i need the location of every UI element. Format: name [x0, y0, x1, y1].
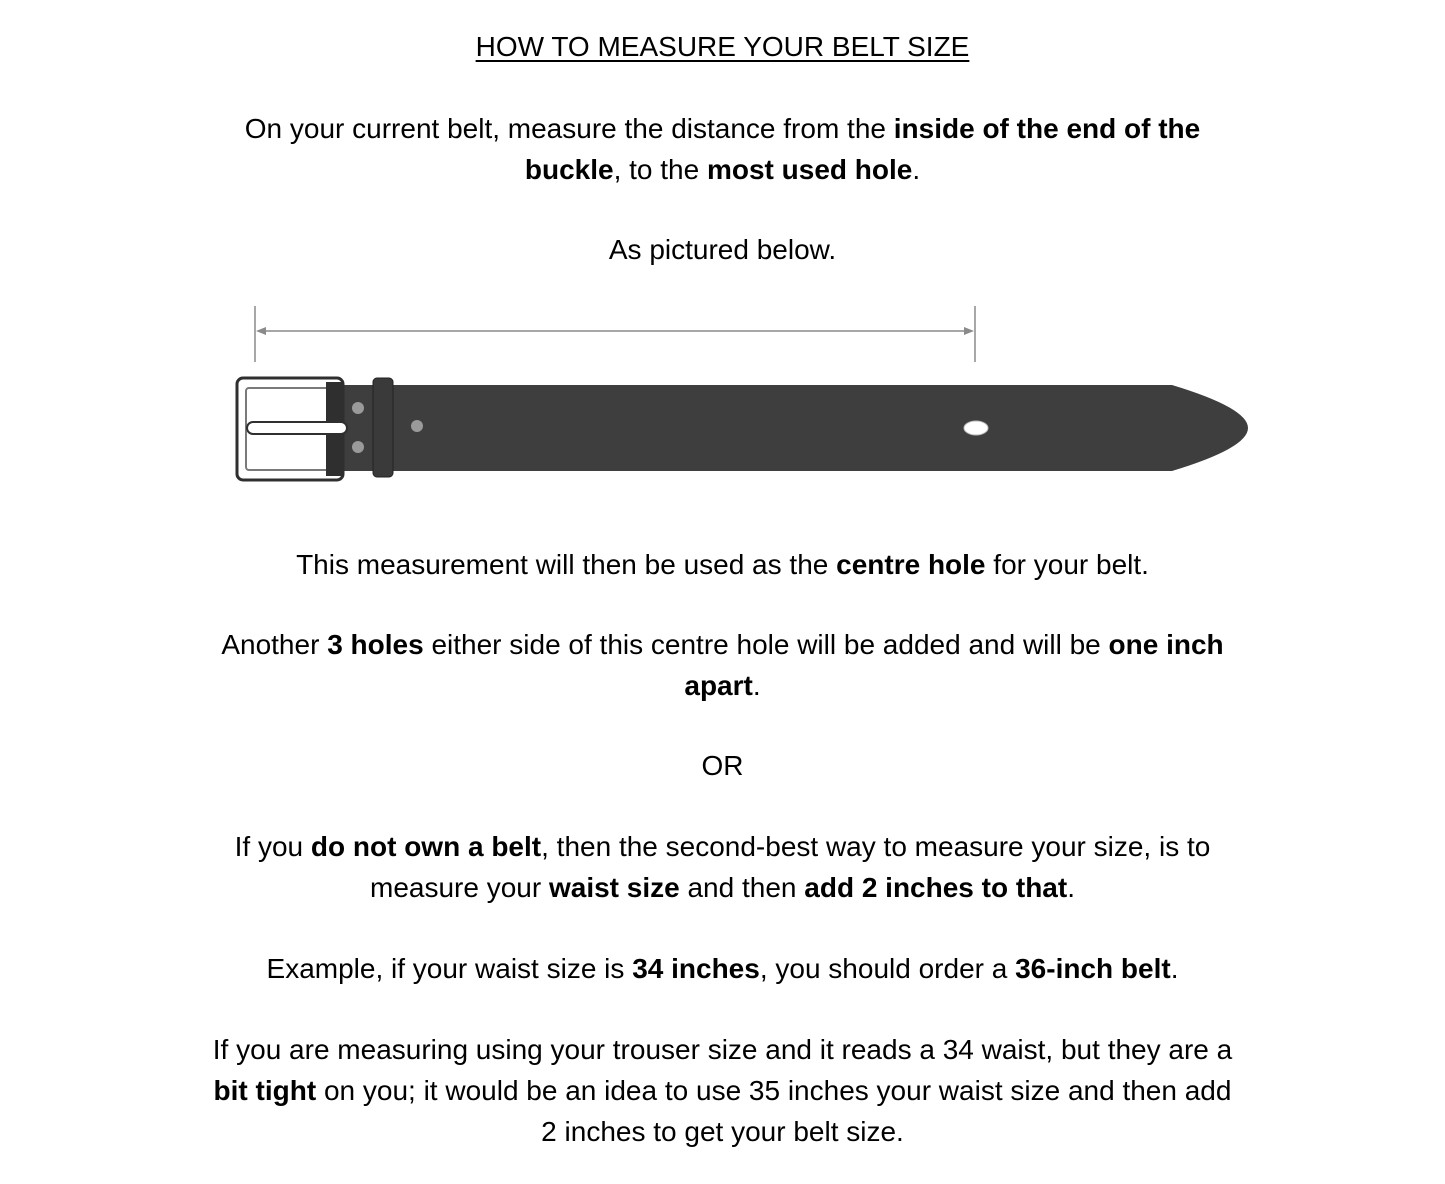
- text-line: If you are measuring using your trouser size and it reads a 34 waist, but they are a: [212, 1034, 1233, 1065]
- text-line: [0, 1070, 1445, 1111]
- text-run: .: [1170, 953, 1179, 984]
- text-run: measure your: [370, 872, 549, 903]
- belt-measurement-diagram: [0, 290, 1445, 500]
- page-title: [0, 28, 1445, 66]
- bold-text: one inch: [1108, 629, 1224, 660]
- text-line: [0, 149, 1445, 190]
- text-run: .: [912, 154, 921, 185]
- stitch-hole: [411, 420, 423, 432]
- buckle-icon: [237, 378, 347, 480]
- text-line: [0, 624, 1445, 665]
- text-line: [0, 826, 1445, 867]
- text-run: On your current belt, measure the distance from the: [244, 113, 894, 144]
- text-run: and then: [679, 872, 805, 903]
- belt-strap: [328, 385, 1248, 471]
- measurement-line: [255, 306, 975, 362]
- text-run: either side of this centre hole will be added and will be: [423, 629, 1109, 660]
- bold-text: 34 inches: [632, 953, 760, 984]
- text-run: As pictured below.: [608, 234, 837, 265]
- text-run: Another: [221, 629, 328, 660]
- bold-text: 3 holes: [327, 629, 424, 660]
- text-line: [0, 665, 1445, 706]
- text-run: , to the: [613, 154, 707, 185]
- text-run: .: [1067, 872, 1075, 903]
- text-line: 2 inches to get your belt size.: [541, 1116, 904, 1147]
- bold-text: bit tight: [213, 1075, 317, 1106]
- buckle-stitch-hole: [352, 441, 364, 453]
- paragraph-holes-info: [0, 624, 1445, 706]
- buckle-stitch-hole: [352, 402, 364, 414]
- text-run: on you; it would be an idea to use 35 inches your waist size and then add: [316, 1075, 1232, 1106]
- text-run: for your belt.: [985, 549, 1149, 580]
- bold-text: buckle: [524, 154, 614, 185]
- belt-keeper-loop: [373, 378, 393, 477]
- arrow-right-icon: [964, 327, 974, 335]
- most-used-hole: [964, 421, 988, 435]
- bold-text: most used hole: [706, 154, 913, 185]
- text-run: This measurement will then be used as the: [296, 549, 837, 580]
- text-run: OR: [701, 750, 744, 781]
- paragraph-or: [0, 745, 1445, 786]
- text-run: If you: [234, 831, 311, 862]
- bold-text: 36-inch belt: [1015, 953, 1171, 984]
- paragraph-example: [0, 948, 1445, 989]
- bold-text: apart: [684, 670, 753, 701]
- text-run: , then the second-best way to measure your size, is to: [541, 831, 1211, 862]
- text-line: [0, 867, 1445, 908]
- paragraph-no-belt: [0, 826, 1445, 908]
- bold-text: centre hole: [836, 549, 986, 580]
- text-line: [0, 108, 1445, 149]
- belt: [328, 378, 1248, 477]
- bold-text: waist size: [548, 872, 680, 903]
- text-run: .: [752, 670, 761, 701]
- bold-text: add 2 inches to that: [804, 872, 1068, 903]
- paragraph-trouser-size: [0, 1029, 1445, 1152]
- paragraph-pictured-below: [0, 229, 1445, 270]
- buckle-prong: [247, 422, 347, 434]
- paragraph-measure-instructions: [0, 108, 1445, 190]
- arrow-left-icon: [256, 327, 266, 335]
- bold-text: do not own a belt: [310, 831, 542, 862]
- bold-text: inside of the end of the: [893, 113, 1201, 144]
- text-run: , you should order a: [759, 953, 1016, 984]
- paragraph-centre-hole: [0, 544, 1445, 585]
- page-title-text: HOW TO MEASURE YOUR BELT SIZE: [475, 31, 970, 62]
- text-run: Example, if your waist size is: [266, 953, 633, 984]
